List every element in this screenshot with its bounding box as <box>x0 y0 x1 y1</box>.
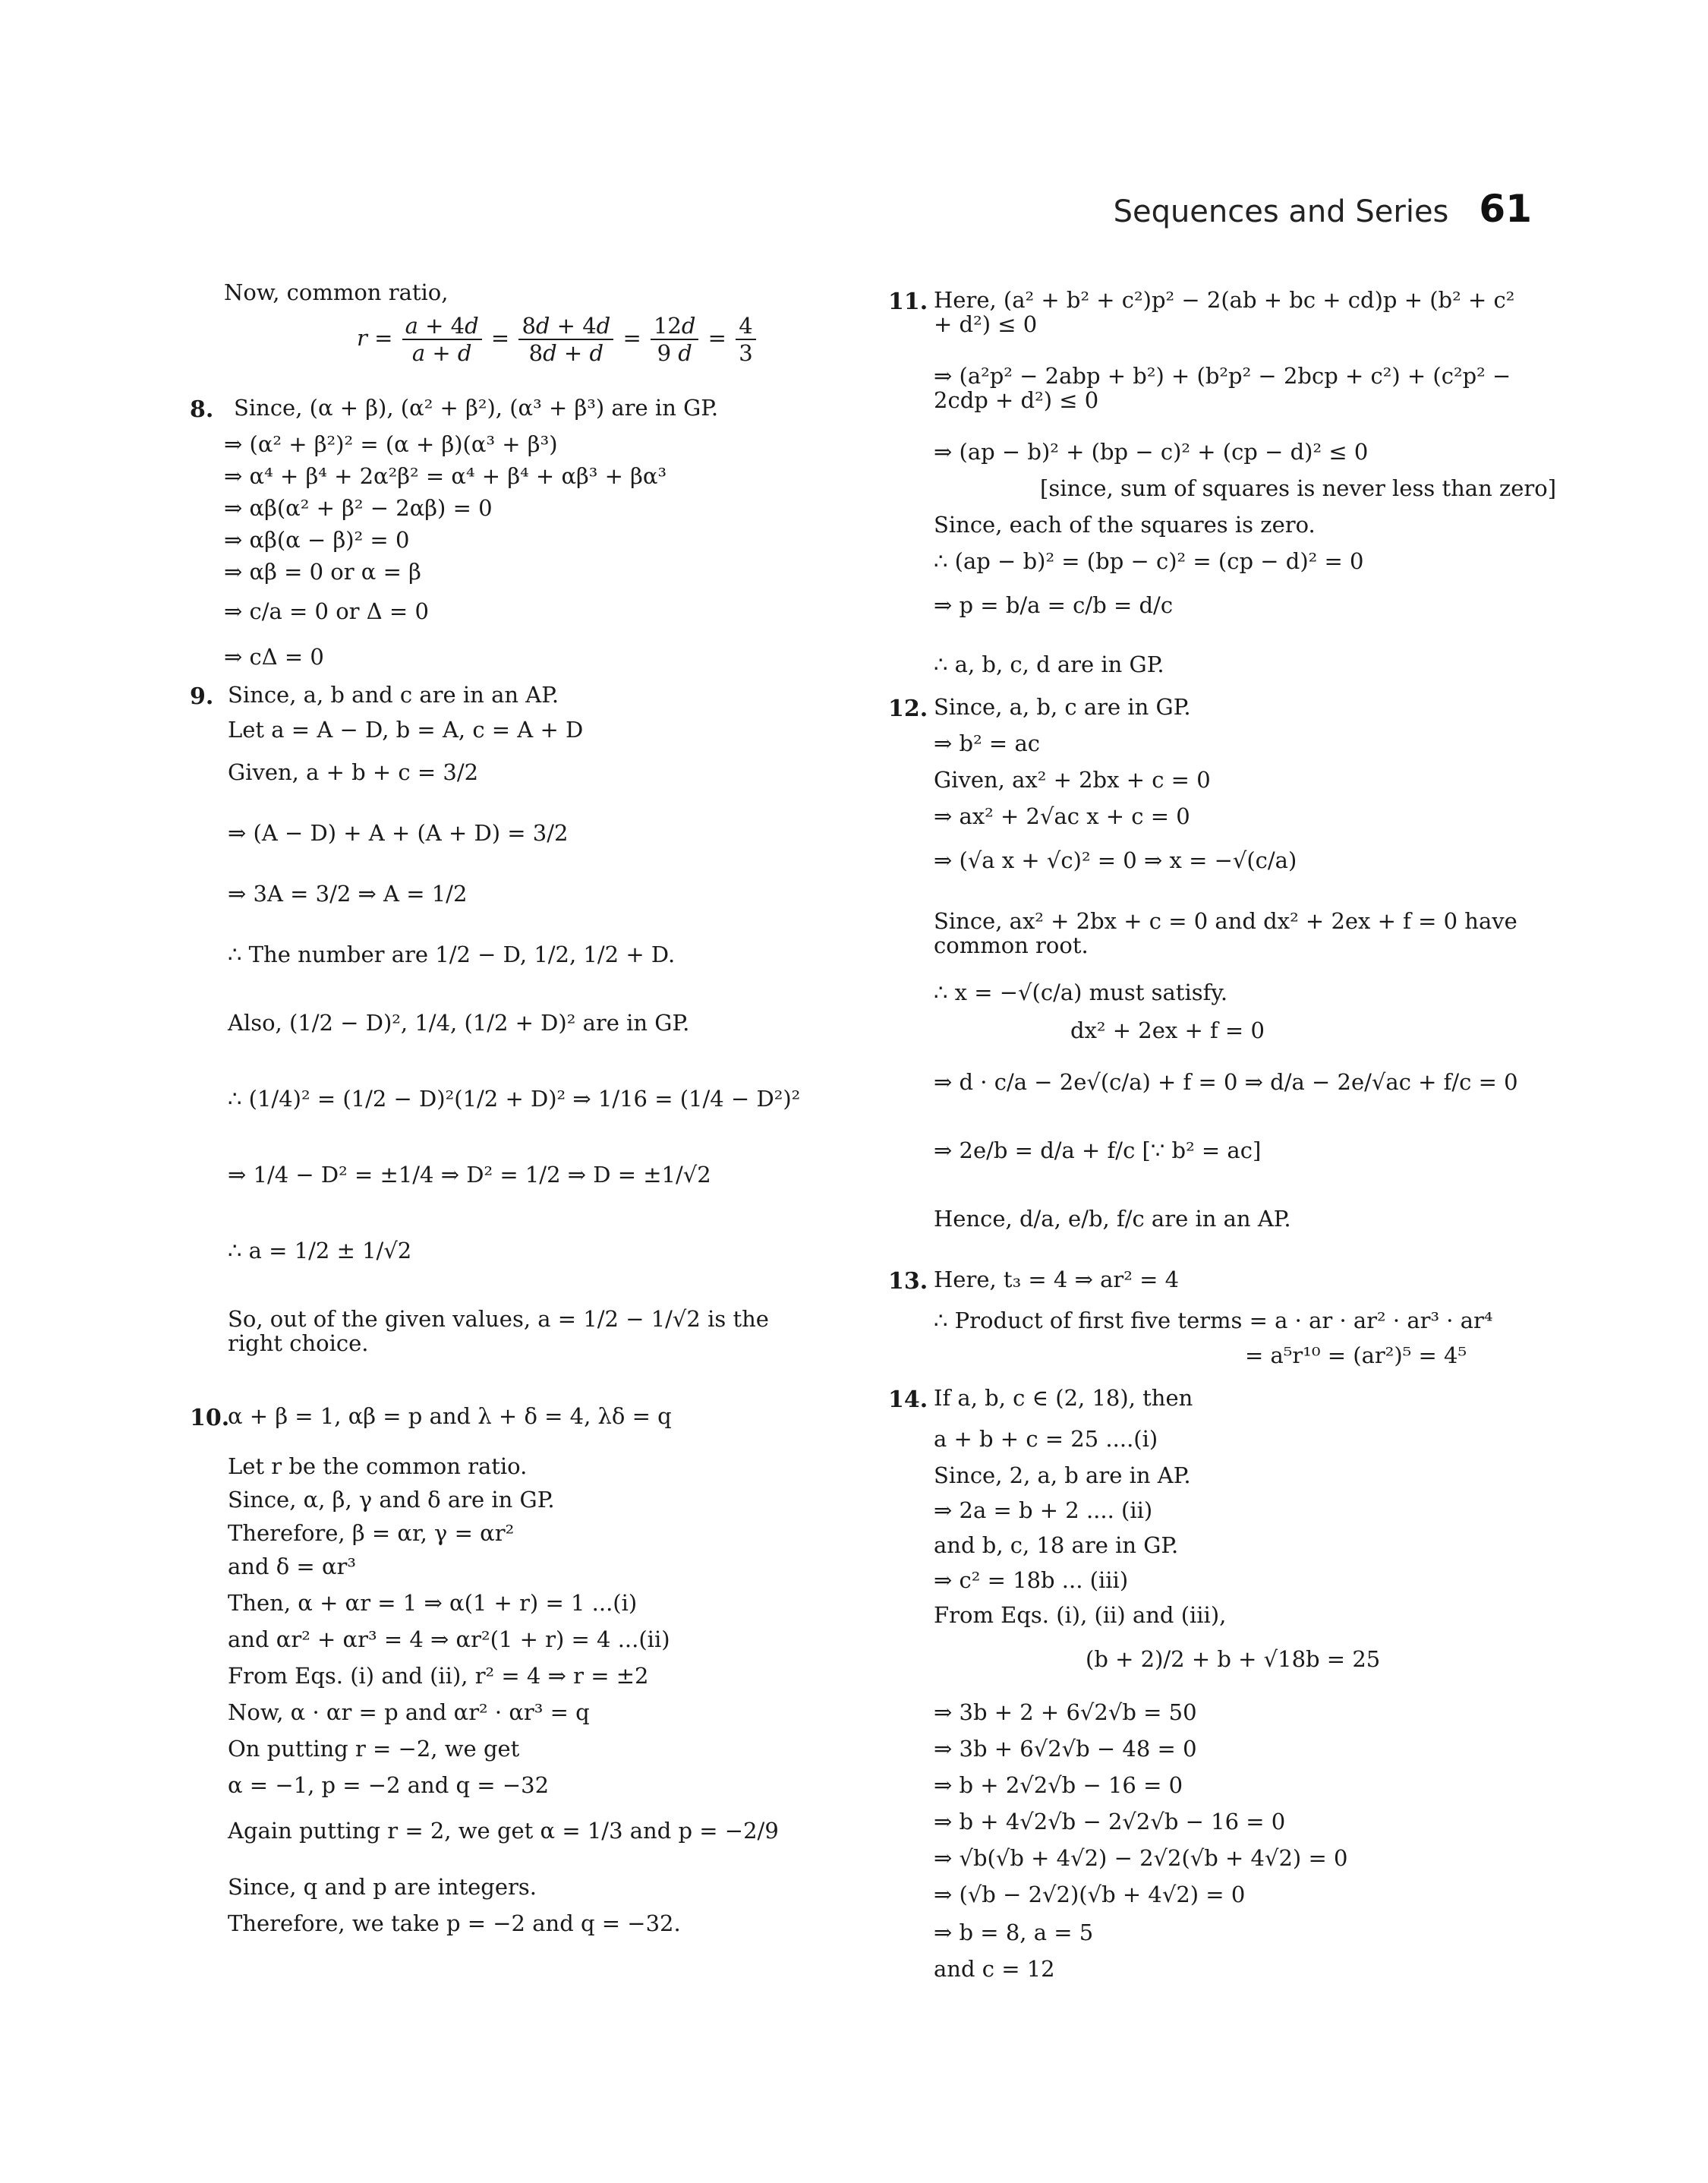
question-number: 14. <box>888 1386 928 1413</box>
text-line: ⇒ 2a = b + 2 .... (ii) <box>934 1497 1153 1523</box>
text-line: ⇒ 1/4 − D² = ±1/4 ⇒ D² = 1/2 ⇒ D = ±1/√2 <box>228 1162 711 1188</box>
text-line: (b + 2)/2 + b + √18b = 25 <box>1086 1646 1381 1672</box>
text-line: and c = 12 <box>934 1956 1055 1982</box>
text-line: Since, a, b and c are in an AP. <box>228 682 559 708</box>
text-line: Now, α · αr = p and αr² · αr³ = q <box>228 1699 590 1725</box>
text-line: ⇒ (√a x + √c)² = 0 ⇒ x = −√(c/a) <box>934 847 1297 873</box>
text-line: ∴ a = 1/2 ± 1/√2 <box>228 1238 412 1263</box>
text-line: Since, (α + β), (α² + β²), (α³ + β³) are in GP. <box>234 395 719 421</box>
text-line: and αr² + αr³ = 4 ⇒ αr²(1 + r) = 4 ...(ii) <box>228 1626 670 1652</box>
text-line: ⇒ c² = 18b ... (iii) <box>934 1567 1129 1593</box>
page-header <box>1114 187 1532 231</box>
text-line: ∴ x = −√(c/a) must satisfy. <box>934 980 1228 1005</box>
text-line: Therefore, we take p = −2 and q = −32. <box>228 1910 681 1936</box>
text-line: Now, common ratio, <box>224 279 449 305</box>
text-line: = a⁵r¹⁰ = (ar²)⁵ = 4⁵ <box>1245 1342 1467 1368</box>
text-line: Since, α, β, γ and δ are in GP. <box>228 1487 555 1513</box>
text-line: ⇒ b + 4√2√b − 2√2√b − 16 = 0 <box>934 1809 1286 1834</box>
text-line: ∴ Product of first five terms = a · ar · ar² · ar³ · ar⁴ <box>934 1308 1493 1333</box>
equation-common-ratio: r = $\frac{a + 4d}{a + d}$ = $\frac{8d + 4d}{8d + d}$ = $\frac{12d}{9 d}$ = $\frac{4}{3}$ <box>357 313 758 366</box>
text-line: Since, a, b, c are in GP. <box>934 694 1191 720</box>
text-line: dx² + 2ex + f = 0 <box>1070 1017 1265 1043</box>
step-line: ⇒ c/a = 0 or Δ = 0 <box>224 598 429 624</box>
text-line: If a, b, c ∈ (2, 18), then <box>934 1385 1193 1411</box>
text-line: ⇒ b = 8, a = 5 <box>934 1920 1094 1945</box>
text-line: ∴ The number are 1/2 − D, 1/2, 1/2 + D. <box>228 942 676 967</box>
text-line: Given, ax² + 2bx + c = 0 <box>934 767 1211 793</box>
text-line: ∴ a, b, c, d are in GP. <box>934 651 1164 677</box>
text-line: ⇒ 3A = 3/2 ⇒ A = 1/2 <box>228 881 468 907</box>
text-line: ⇒ b + 2√2√b − 16 = 0 <box>934 1772 1183 1798</box>
text-line: ∴ (1/4)² = (1/2 − D)²(1/2 + D)² ⇒ 1/16 = (1/4 − D²)² <box>228 1086 801 1112</box>
step-line: ⇒ αβ(α − β)² = 0 <box>224 527 410 553</box>
text-line: From Eqs. (i) and (ii), r² = 4 ⇒ r = ±2 <box>228 1663 649 1689</box>
text-line: Then, α + αr = 1 ⇒ α(1 + r) = 1 ...(i) <box>228 1590 638 1616</box>
text-line: α = −1, p = −2 and q = −32 <box>228 1772 550 1798</box>
text-line: ⇒ (a²p² − 2abp + b²) + (b²p² − 2bcp + c²) + (c²p² − 2cdp + d²) ≤ 0 <box>934 363 1511 413</box>
text-line: On putting r = −2, we get <box>228 1736 520 1762</box>
text-line: ⇒ 2e/b = d/a + f/c [∵ b² = ac] <box>934 1137 1262 1163</box>
text-line: ⇒ 3b + 2 + 6√2√b = 50 <box>934 1699 1197 1725</box>
text-line: ⇒ √b(√b + 4√2) − 2√2(√b + 4√2) = 0 <box>934 1845 1348 1871</box>
question-number: 10. <box>190 1405 230 1431</box>
text-line: So, out of the given values, a = 1/2 − 1/√2 is the right choice. <box>228 1306 769 1356</box>
step-line: ⇒ αβ(α² + β² − 2αβ) = 0 <box>224 495 493 521</box>
text-line: ∴ (ap − b)² = (bp − c)² = (cp − d)² = 0 <box>934 548 1364 574</box>
text-line: Given, a + b + c = 3/2 <box>228 759 479 785</box>
question-number: 12. <box>888 696 928 722</box>
text-line: Here, (a² + b² + c²)p² − 2(ab + bc + cd)p + (b² + c² + d²) ≤ 0 <box>934 287 1515 337</box>
text-line: and δ = αr³ <box>228 1554 357 1579</box>
text-line: Again putting r = 2, we get α = 1/3 and p = −2/9 <box>228 1818 779 1844</box>
question-number: 9. <box>190 683 214 710</box>
step-line: ⇒ α⁴ + β⁴ + 2α²β² = α⁴ + β⁴ + αβ³ + βα³ <box>224 463 667 489</box>
chapter-title: Sequences and Series <box>1113 194 1449 229</box>
text-line: ⇒ (√b − 2√2)(√b + 4√2) = 0 <box>934 1882 1246 1907</box>
text-line: Also, (1/2 − D)², 1/4, (1/2 + D)² are in GP. <box>228 1010 690 1036</box>
text-line: a + b + c = 25 ....(i) <box>934 1426 1158 1452</box>
text-line: Let r be the common ratio. <box>228 1453 528 1479</box>
text-line: Since, ax² + 2bx + c = 0 and dx² + 2ex + f = 0 have common root. <box>934 908 1517 958</box>
text-line: [since, sum of squares is never less than zero] <box>1040 475 1557 501</box>
text-line: ⇒ 3b + 6√2√b − 48 = 0 <box>934 1736 1197 1762</box>
text-line: Let a = A − D, b = A, c = A + D <box>228 717 584 743</box>
text-line: ⇒ (ap − b)² + (bp − c)² + (cp − d)² ≤ 0 <box>934 439 1369 465</box>
text-line: From Eqs. (i), (ii) and (iii), <box>934 1602 1227 1628</box>
question-number: 11. <box>888 289 928 315</box>
question-number: 8. <box>190 396 214 423</box>
text-line: Hence, d/a, e/b, f/c are in an AP. <box>934 1206 1291 1232</box>
text-line: Since, q and p are integers. <box>228 1874 537 1900</box>
step-line: ⇒ αβ = 0 or α = β <box>224 559 421 585</box>
text-line: Here, t₃ = 4 ⇒ ar² = 4 <box>934 1267 1180 1292</box>
text-line: Therefore, β = αr, γ = αr² <box>228 1520 515 1546</box>
question-number: 13. <box>888 1268 928 1295</box>
step-line: ⇒ (α² + β²)² = (α + β)(α³ + β³) <box>224 431 558 457</box>
text-line: ⇒ (A − D) + A + (A + D) = 3/2 <box>228 820 569 846</box>
text-line: α + β = 1, αβ = p and λ + δ = 4, λδ = q <box>228 1403 672 1429</box>
text-line: ⇒ p = b/a = c/b = d/c <box>934 592 1174 618</box>
text-line: ⇒ d · c/a − 2e√(c/a) + f = 0 ⇒ d/a − 2e/√ac + f/c = 0 <box>934 1069 1518 1095</box>
step-line: ⇒ cΔ = 0 <box>224 644 324 670</box>
text-line: ⇒ ax² + 2√ac x + c = 0 <box>934 803 1190 829</box>
text-line: Since, each of the squares is zero. <box>934 512 1316 538</box>
text-line: ⇒ b² = ac <box>934 730 1040 756</box>
page-number: 61 <box>1479 187 1532 231</box>
text-line: Since, 2, a, b are in AP. <box>934 1462 1191 1488</box>
text-line: and b, c, 18 are in GP. <box>934 1532 1179 1558</box>
